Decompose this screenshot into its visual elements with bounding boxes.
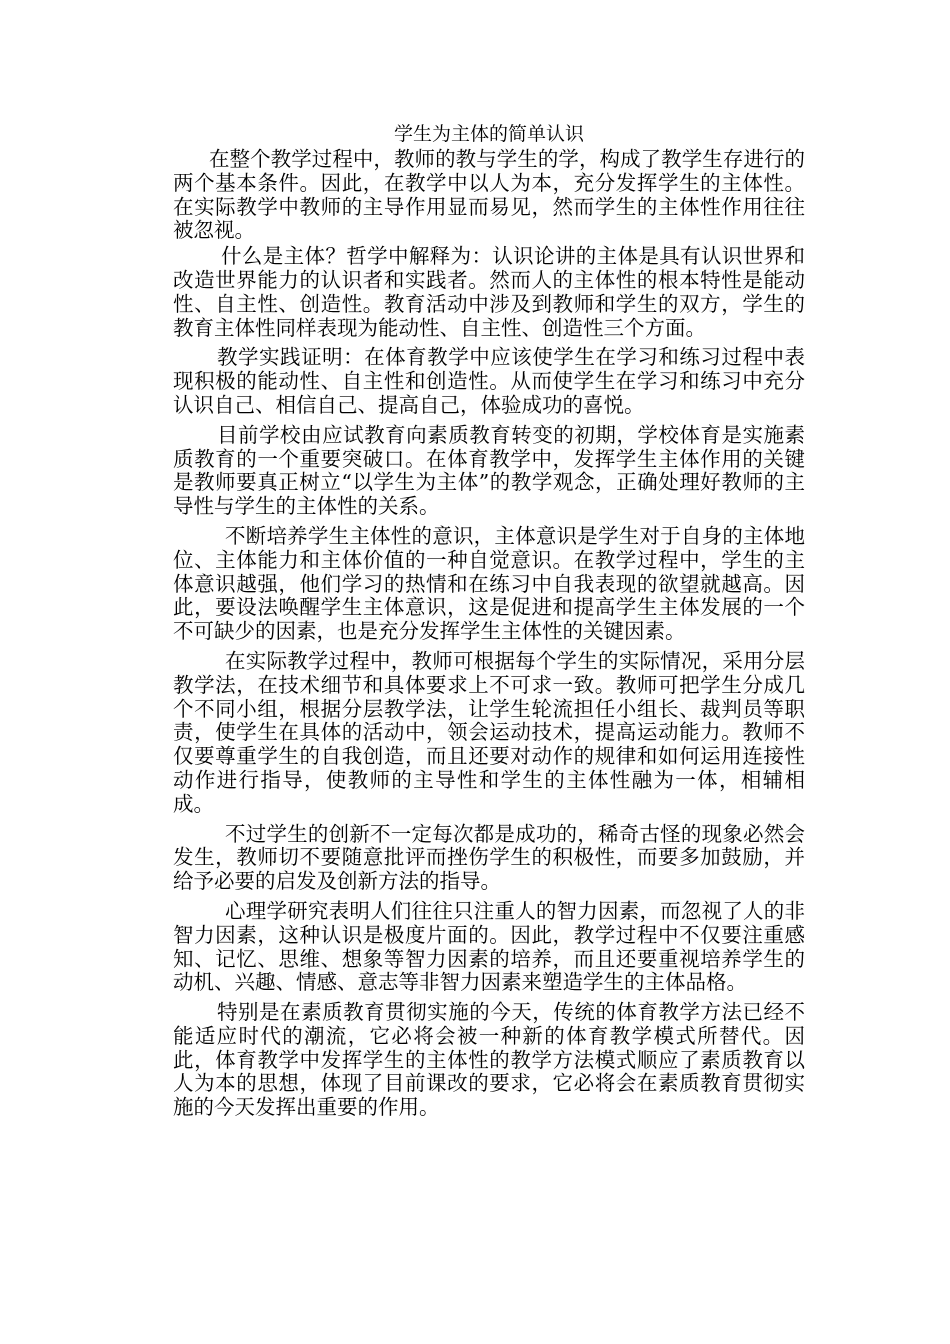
paragraph-3: 教学实践证明：在体育教学中应该使学生在学习和练习过程中表现积极的能动性、自主性和创造性。从而使学生在学习和练习中充分认识自己、相信自己、提高自己，体验成功的喜悦。 [173,345,805,417]
paragraph-7: 不过学生的创新不一定每次都是成功的，稀奇古怪的现象必然会发生，教师切不要随意批评而挫伤学生的积极性，而要多加鼓励，并给予必要的启发及创新方法的指导。 [173,821,805,894]
paragraph-8: 心理学研究表明人们往往只注重人的智力因素，而忽视了人的非智力因素，这种认识是极度片面的。因此，教学过程中不仅要注重感知、记忆、思维、想象等智力因素的培养，而且还要重视培养学生的动机、兴趣、情感、意志等非智力因素来塑造学生的主体品格。 [173,898,805,995]
paragraph-9: 特别是在素质教育贯彻实施的今天，传统的体育教学方法已经不能适应时代的潮流，它必将会被一种新的体育教学模式所替代。因此，体育教学中发挥学生的主体性的教学方法模式顺应了素质教育以人为本的思想，体现了目前课改的要求，它必将会在素质教育贯彻实施的今天发挥出重要的作用。 [173,1000,805,1120]
paragraph-4: 目前学校由应试教育向素质教育转变的初期，学校体育是实施素质教育的一个重要突破口。在体育教学中，发挥学生主体作用的关键是教师要真正树立“以学生为主体”的教学观念，正确处理好教师的主导性与学生的主体性的关系。 [173,422,805,519]
paragraph-5: 不断培养学生主体性的意识，主体意识是学生对于自身的主体地位、主体能力和主体价值的一种自觉意识。在教学过程中，学生的主体意识越强，他们学习的热情和在练习中自我表现的欲望就越高。因此，要设法唤醒学生主体意识，这是促进和提高学生主体发展的一个不可缺少的因素，也是充分发挥学生主体性的关键因素。 [173,523,805,644]
paragraph-1: 在整个教学过程中，教师的教与学生的学，构成了教学生存进行的两个基本条件。因此，在教学中以人为本，充分发挥学生的主体性。在实际教学中教师的主导作用显而易见，然而学生的主体性作用往往被忽视。 [173,147,805,243]
document-page [173,120,805,1120]
document-title: 学生为主体的简单认识 [393,123,584,145]
paragraph-2: 什么是主体？哲学中解释为：认识论讲的主体是具有认识世界和改造世界能力的认识者和实践者。然而人的主体性的根本特性是能动性、自主性、创造性。教育活动中涉及到教师和学生的双方，学生的教育主体性同样表现为能动性、自主性、创造性三个方面。 [173,244,805,340]
paragraph-6: 在实际教学过程中，教师可根据每个学生的实际情况，采用分层教学法，在技术细节和具体要求上不可求一致。教师可把学生分成几个不同小组，根据分层教学法，让学生轮流担任小组长、裁判员等职责，使学生在具体的活动中，领会运动技术，提高运动能力。教师不仅要尊重学生的自我创造，而且还要对动作的规律和如何运用连接性动作进行指导，使教师的主导性和学生的主体性融为一体，相辅相成。 [173,648,805,816]
